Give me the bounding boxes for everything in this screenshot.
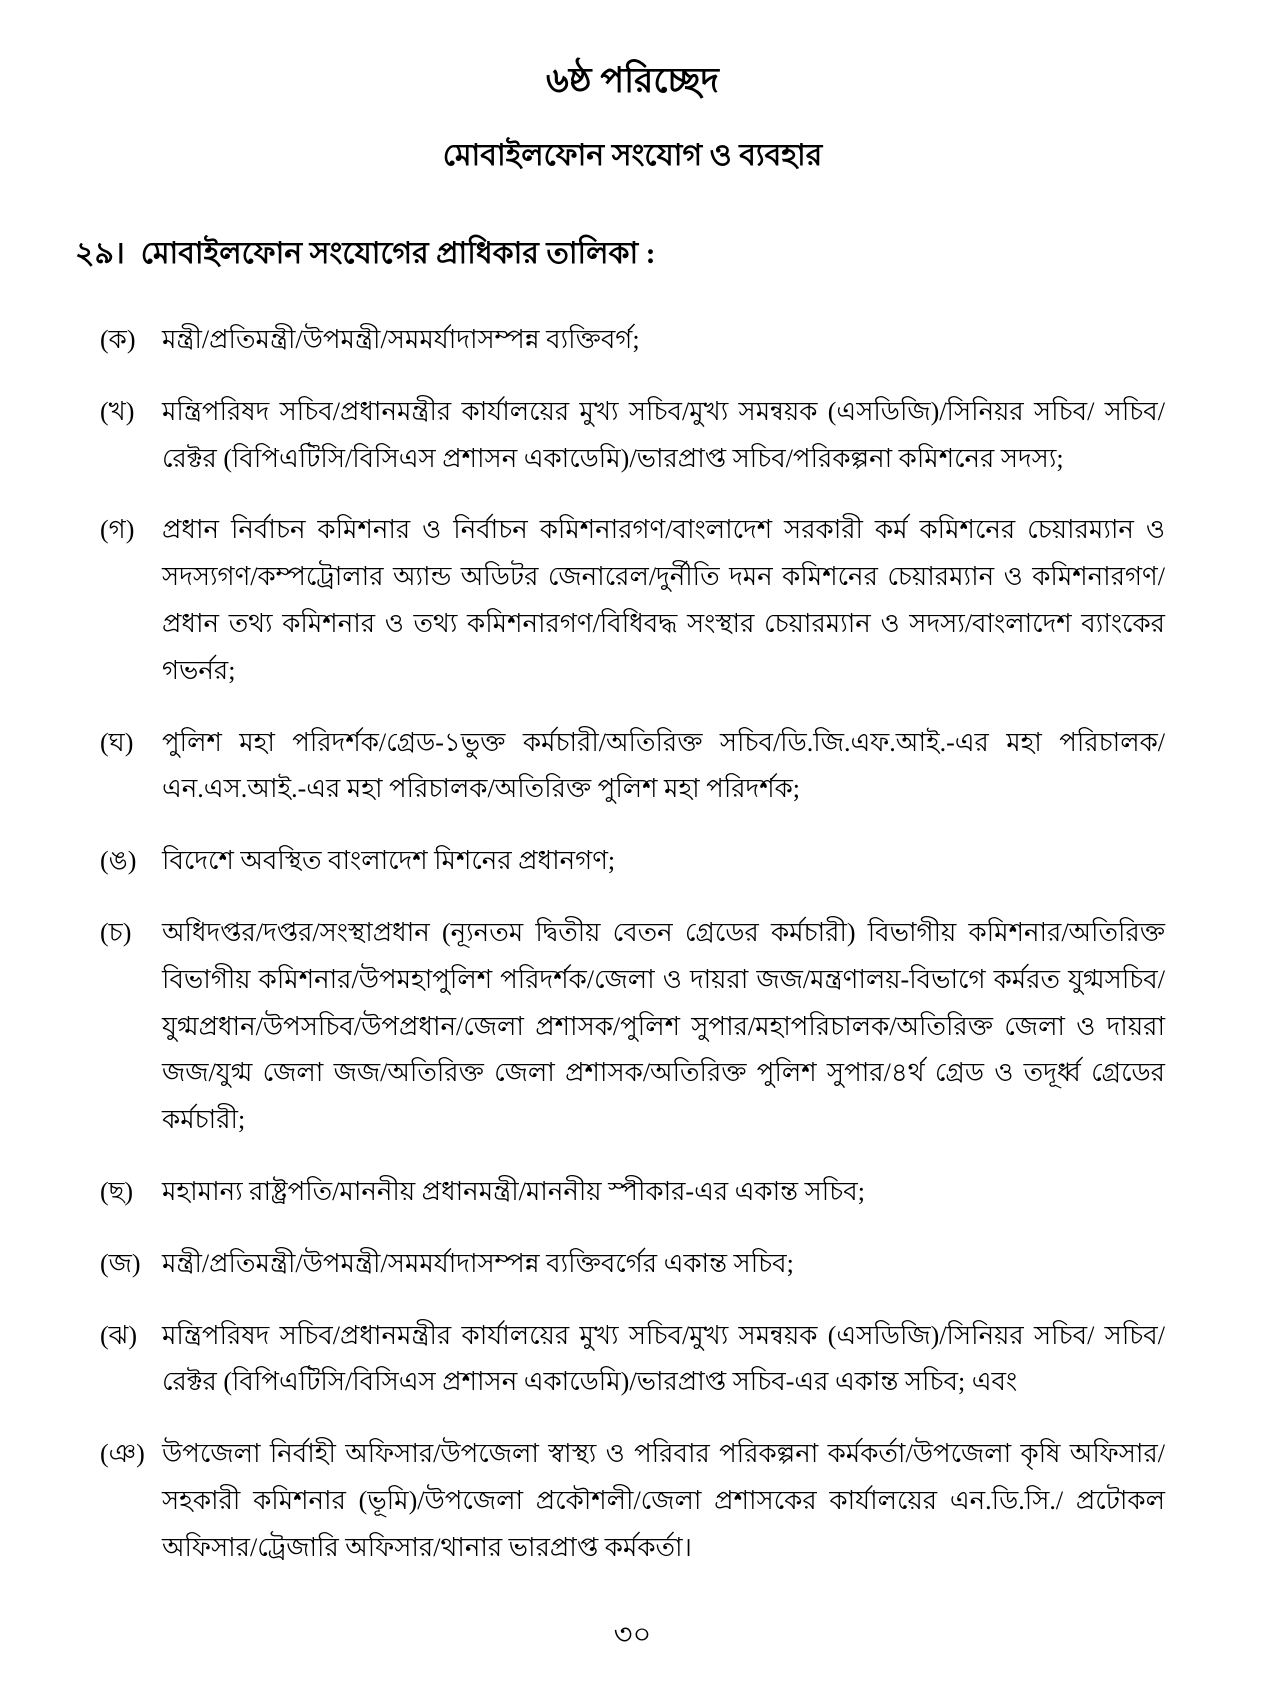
list-item <box>100 507 1165 694</box>
priority-list <box>100 317 1165 1572</box>
item-text: মন্ত্রিপরিষদ সচিব/প্রধানমন্ত্রীর কার্যালয়ের মুখ্য সচিব/মুখ্য সমন্বয়ক (এসডিজি)/সিনিয়র সচিব/ সচিব/রেক্টর (বিপিএটিসি/বিসিএস প্রশাসন একাডেমি)/ভারপ্রাপ্ত সচিব-এর একান্ত সচিব; এবং <box>162 1320 1165 1397</box>
list-item <box>100 1431 1165 1571</box>
page-number: ৩০ <box>613 1618 652 1651</box>
list-item <box>100 720 1165 814</box>
item-label: (ছ) <box>100 1176 134 1206</box>
chapter-title: ৬ষ্ঠ পরিচ্ছেদ <box>546 61 719 100</box>
chapter-subtitle: মোবাইলফোন সংযোগ ও ব্যবহার <box>442 139 823 172</box>
item-label: (চ) <box>100 917 132 947</box>
item-label: (ঝ) <box>100 1320 137 1350</box>
item-text: পুলিশ মহা পরিদর্শক/গ্রেড-১ভুক্ত কর্মচারী/অতিরিক্ত সচিব/ডি.জি.এফ.আই.-এর মহা পরিচালক/ এন.এস.আই.-এর মহা পরিচালক/অতিরিক্ত পুলিশ মহা পরিদর্শক; <box>162 727 1165 804</box>
item-label: (ঙ) <box>100 846 137 876</box>
list-item <box>100 838 1165 885</box>
item-label: (জ) <box>100 1248 141 1278</box>
list-item <box>100 317 1165 364</box>
section-heading-text: মোবাইলফোন সংযোগের প্রাধিকার তালিকা : <box>140 237 656 270</box>
item-label: (গ) <box>100 515 135 545</box>
list-item <box>100 1169 1165 1216</box>
item-label: (খ) <box>100 396 135 426</box>
item-text: মহামান্য রাষ্ট্রপতি/মাননীয় প্রধানমন্ত্রী/মাননীয় স্পীকার-এর একান্ত সচিব; <box>162 1176 865 1206</box>
section-heading <box>75 234 1165 273</box>
item-label: (ঘ) <box>100 727 134 757</box>
list-item <box>100 1241 1165 1288</box>
list-item <box>100 1313 1165 1407</box>
item-text: অধিদপ্তর/দপ্তর/সংস্থাপ্রধান (ন্যূনতম দ্বিতীয় বেতন গ্রেডের কর্মচারী) বিভাগীয় কমিশনার/অতিরিক্ত বিভাগীয় কমিশনার/উপমহাপুলিশ পরিদর্শক/জেলা ও দায়রা জজ/মন্ত্রণালয়-বিভাগে কর্মরত যুগ্মসচিব/ যুগ্মপ্রধান/উপসচিব/উপপ্রধান/জেলা প্রশাসক/পুলিশ সুপার/মহাপরিচালক/অতিরিক্ত জেলা ও দায়রা জজ/যুগ্ম জেলা জজ/অতিরিক্ত জেলা প্রশাসক/অতিরিক্ত পুলিশ সুপার/৪র্থ গ্রেড ও তদূর্ধ্ব গ্রেডের কর্মচারী; <box>162 917 1165 1135</box>
item-text: প্রধান নির্বাচন কমিশনার ও নির্বাচন কমিশনারগণ/বাংলাদেশ সরকারী কর্ম কমিশনের চেয়ারম্যান ও সদস্যগণ/কম্পট্রোলার অ্যান্ড অডিটর জেনারেল/দুর্নীতি দমন কমিশনের চেয়ারম্যান ও কমিশনারগণ/ প্রধান তথ্য কমিশনার ও তথ্য কমিশনারগণ/বিধিবদ্ধ সংস্থার চেয়ারম্যান ও সদস্য/বাংলাদেশ ব্যাংকের গভর্নর; <box>162 515 1165 685</box>
list-item <box>100 910 1165 1144</box>
section-number: ২৯। <box>75 237 125 270</box>
item-text: উপজেলা নির্বাহী অফিসার/উপজেলা স্বাস্থ্য ও পরিবার পরিকল্পনা কর্মকর্তা/উপজেলা কৃষি অফিসার/সহকারী কমিশনার (ভূমি)/উপজেলা প্রকৌশলী/জেলা প্রশাসকের কার্যালয়ের এন.ডি.সি./ প্রটোকল অফিসার/ট্রেজারি অফিসার/থানার ভারপ্রাপ্ত কর্মকর্তা। <box>162 1439 1165 1562</box>
item-text: মন্ত্রী/প্রতিমন্ত্রী/উপমন্ত্রী/সমমর্যাদাসম্পন্ন ব্যক্তিবর্গের একান্ত সচিব; <box>162 1248 794 1278</box>
item-label: (ঞ) <box>100 1439 145 1469</box>
item-label: (ক) <box>100 325 136 354</box>
item-text: মন্ত্রিপরিষদ সচিব/প্রধানমন্ত্রীর কার্যালয়ের মুখ্য সচিব/মুখ্য সমন্বয়ক (এসডিজি)/সিনিয়র সচিব/ সচিব/রেক্টর (বিপিএটিসি/বিসিএস প্রশাসন একাডেমি)/ভারপ্রাপ্ত সচিব/পরিকল্পনা কমিশনের সদস্য; <box>162 396 1165 473</box>
list-item <box>100 389 1165 483</box>
item-text: বিদেশে অবস্থিত বাংলাদেশ মিশনের প্রধানগণ; <box>162 846 616 876</box>
item-text: মন্ত্রী/প্রতিমন্ত্রী/উপমন্ত্রী/সমমর্যাদাসম্পন্ন ব্যক্তিবর্গ; <box>162 325 640 354</box>
